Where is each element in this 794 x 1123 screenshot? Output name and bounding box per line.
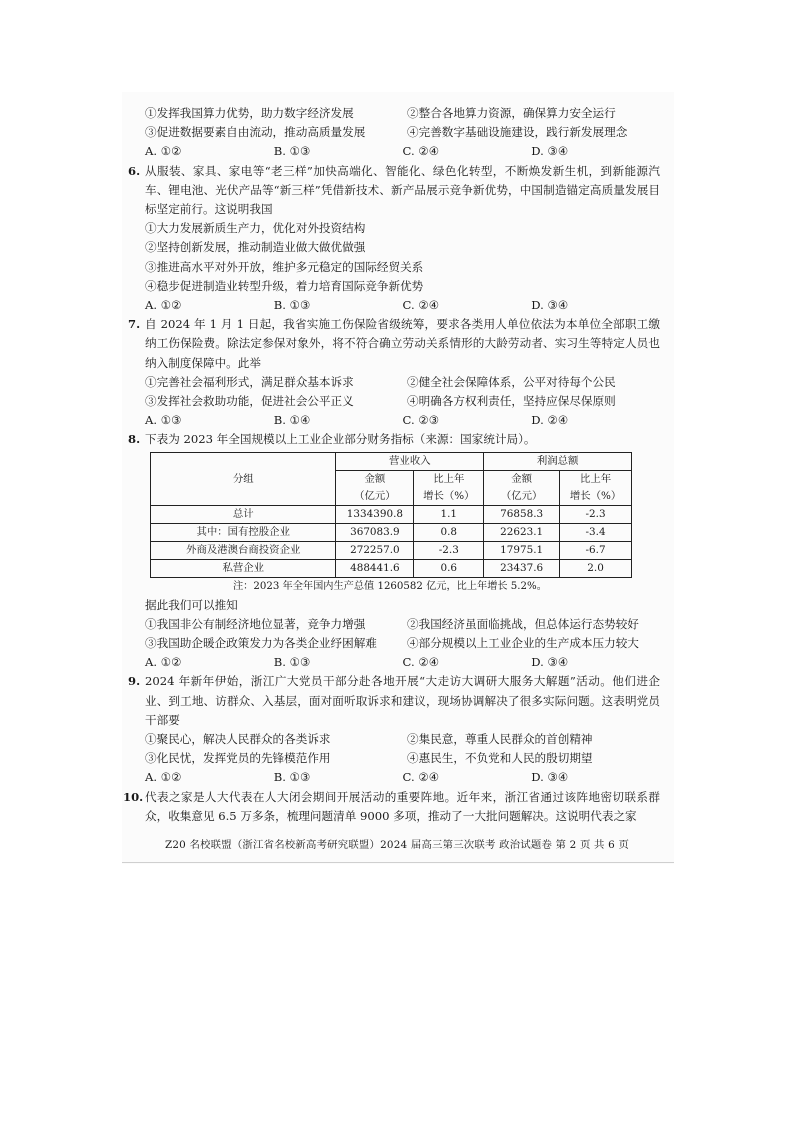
q6-choice-d: D. ③④ — [531, 298, 569, 313]
header-profit-growth: 比上年 — [560, 470, 632, 488]
revenue-amount: 367083.9 — [336, 523, 414, 541]
q5-choice-c: C. ②④ — [402, 144, 440, 159]
q9-option-4: ④惠民生，不负党和人民的殷切期望 — [407, 751, 593, 766]
header-group: 分组 — [151, 452, 336, 505]
q9-option-3: ③化民忧，发挥党员的先锋模范作用 — [145, 751, 331, 766]
q5-choice-a: A. ①② — [145, 144, 182, 159]
header-profit-amount: 金额 — [484, 470, 560, 488]
q6-choice-a: A. ①② — [145, 298, 182, 313]
profit-amount: 76858.3 — [484, 505, 560, 523]
q8-option-4: ④部分规模以上工业企业的生产成本压力较大 — [407, 636, 639, 651]
q5-option-3: ③促进数据要素自由流动，推动高质量发展 — [145, 125, 366, 140]
revenue-amount: 488441.6 — [336, 559, 414, 577]
q5-options-row-2 — [145, 123, 660, 142]
header-profit-growth-unit: 增长（%） — [560, 488, 632, 506]
profit-growth: -2.3 — [560, 505, 632, 523]
profit-amount: 17975.1 — [484, 541, 560, 559]
q7-choice-b: B. ①④ — [273, 413, 311, 428]
q7-option-4: ④明确各方权利责任，坚持应保尽保原则 — [407, 394, 616, 409]
profit-growth: 2.0 — [560, 559, 632, 577]
header-revenue-growth-unit: 增长（%） — [414, 488, 484, 506]
q6-choice-c: C. ②④ — [402, 298, 440, 313]
q9-choice-c: C. ②④ — [402, 770, 440, 785]
profit-growth: -3.4 — [560, 523, 632, 541]
page-bottom-edge — [122, 862, 674, 863]
q6-option-3: ③推进高水平对外开放，维护多元稳定的国际经贸关系 — [145, 259, 424, 274]
q8-table-note: 注：2023 年全年国内生产总值 1260582 亿元，比上年增长 5.2%。 — [233, 580, 547, 592]
q9-choice-d: D. ③④ — [531, 770, 569, 785]
q7-number: 7. — [128, 317, 141, 332]
q7-choice-a: A. ①③ — [145, 413, 182, 428]
q10-number: 10. — [123, 789, 144, 804]
row-label: 其中：国有控股企业 — [151, 523, 336, 541]
q8-choices — [145, 653, 660, 672]
q8-lead: 据此我们可以推知 — [145, 597, 238, 612]
q5-choices — [145, 142, 660, 161]
q8-stem — [128, 430, 660, 449]
q6-number: 6. — [128, 163, 141, 178]
header-profit: 利润总额 — [484, 452, 632, 470]
profit-amount: 22623.1 — [484, 523, 560, 541]
q8-choice-c: C. ②④ — [402, 655, 440, 670]
financial-indicators-table — [150, 452, 632, 578]
q9-choice-a: A. ①② — [145, 770, 182, 785]
q7-options-row-1 — [145, 373, 660, 392]
q8-choice-a: A. ①② — [145, 655, 182, 670]
q9-choices — [145, 768, 660, 787]
q7-options-row-2 — [145, 392, 660, 411]
q7-stem-text: 自 2024 年 1 月 1 日起，我省实施工伤保险省级统筹，要求各类用人单位依法为本单位全部职工缴纳工伤保险费。除法定参保对象外，将不符合确立劳动关系情形的大龄劳动者、实习生等特定人员也纳入制度保障中。此举 — [145, 317, 660, 370]
q7-option-3: ③发挥社会救助功能，促进社会公平正义 — [145, 394, 354, 409]
q6-choices — [145, 296, 660, 315]
profit-amount: 23437.6 — [484, 559, 560, 577]
q9-choice-b: B. ①③ — [273, 770, 311, 785]
exam-content — [123, 104, 660, 826]
table-row — [151, 559, 632, 577]
revenue-amount: 272257.0 — [336, 541, 414, 559]
q8-choice-b: B. ①③ — [273, 655, 311, 670]
q7-option-2: ②健全社会保障体系，公平对待每个公民 — [407, 374, 616, 389]
q9-option-2: ②集民意，尊重人民群众的首创精神 — [407, 732, 593, 747]
q6-stem — [128, 162, 660, 220]
row-label: 外商及港澳台商投资企业 — [151, 541, 336, 559]
q10-stem-text: 代表之家是人大代表在人大闭会期间开展活动的重要阵地。近年来，浙江省通过该阵地密切联系群众，收集意见 6.5 万多条，梳理问题清单 9000 多项，推动了一大批问题解决。这说明代表之家 — [145, 789, 660, 823]
q6-option-2: ②坚持创新发展，推动制造业做大做优做强 — [145, 240, 366, 255]
q8-stem-text: 下表为 2023 年全国规模以上工业企业部分财务指标（来源：国家统计局）。 — [145, 432, 536, 447]
header-revenue-growth: 比上年 — [414, 470, 484, 488]
q6-choice-b: B. ①③ — [273, 298, 311, 313]
q8-option-1: ①我国非公有制经济地位显著，竞争力增强 — [145, 616, 366, 631]
q8-option-2: ②我国经济虽面临挑战，但总体运行态势较好 — [407, 616, 639, 631]
q8-table-wrapper — [150, 452, 660, 578]
q7-stem — [128, 315, 660, 373]
table-row — [151, 523, 632, 541]
q9-number: 9. — [128, 674, 141, 689]
q5-option-2: ②整合各地算力资源，确保算力安全运行 — [407, 106, 616, 120]
q5-choice-b: B. ①③ — [273, 144, 311, 159]
row-label: 私营企业 — [151, 559, 336, 577]
header-revenue-unit: （亿元） — [336, 488, 414, 506]
revenue-growth: 0.8 — [414, 523, 484, 541]
q9-stem — [128, 672, 660, 730]
header-profit-unit: （亿元） — [484, 488, 560, 506]
page-footer: Z20 名校联盟（浙江省名校新高考研究联盟）2024 届高三第三次联考 政治试题卷 第 2 页 共 6 页 — [164, 839, 630, 851]
q9-options-row-1 — [145, 730, 660, 749]
revenue-amount: 1334390.8 — [336, 505, 414, 523]
revenue-growth: 0.6 — [414, 559, 484, 577]
row-label: 总计 — [151, 505, 336, 523]
q7-choice-c: C. ②③ — [402, 413, 440, 428]
q5-option-1: ①发挥我国算力优势，助力数字经济发展 — [145, 106, 354, 120]
table-row — [151, 541, 632, 559]
q7-choice-d: D. ②④ — [531, 413, 569, 428]
header-revenue-amount: 金额 — [336, 470, 414, 488]
table-row — [151, 505, 632, 523]
q7-choices — [145, 411, 660, 430]
q8-number: 8. — [128, 432, 141, 447]
q9-stem-text: 2024 年新年伊始，浙江广大党员干部分赴各地开展“大走访大调研大服务大解题”活动。他们进企业、到工地、访群众、入基层，面对面听取诉求和建议，现场协调解决了很多实际问题。这表明党员干部要 — [145, 674, 660, 727]
q6-option-4: ④稳步促进制造业转型升级，着力培育国际竞争新优势 — [145, 278, 424, 293]
q8-choice-d: D. ③④ — [531, 655, 569, 670]
q9-option-1: ①聚民心，解决人民群众的各类诉求 — [145, 732, 331, 747]
q6-stem-text: 从服装、家具、家电等“老三样”加快高端化、智能化、绿色化转型，不断焕发新生机，到新能源汽车、锂电池、光伏产品等“新三样”凭借新技术、新产品展示竞争新优势，中国制造锚定高质量发展目标坚定前行。这说明我国 — [145, 163, 660, 217]
q5-options-row-1 — [145, 104, 660, 123]
profit-growth: -6.7 — [560, 541, 632, 559]
q8-option-3: ③我国助企暖企政策发力为各类企业纾困解难 — [145, 636, 377, 651]
revenue-growth: 1.1 — [414, 505, 484, 523]
header-revenue: 营业收入 — [336, 452, 484, 470]
q5-option-4: ④完善数字基础设施建设，践行新发展理念 — [407, 125, 628, 140]
q7-option-1: ①完善社会福利形式，满足群众基本诉求 — [145, 374, 354, 389]
q8-options-row-1 — [145, 615, 660, 634]
q10-stem — [123, 788, 660, 826]
revenue-growth: -2.3 — [414, 541, 484, 559]
q9-options-row-2 — [145, 749, 660, 768]
q6-option-1: ①大力发展新质生产力，优化对外投资结构 — [145, 221, 366, 236]
q8-options-row-2 — [145, 634, 660, 653]
q5-choice-d: D. ③④ — [531, 144, 569, 159]
